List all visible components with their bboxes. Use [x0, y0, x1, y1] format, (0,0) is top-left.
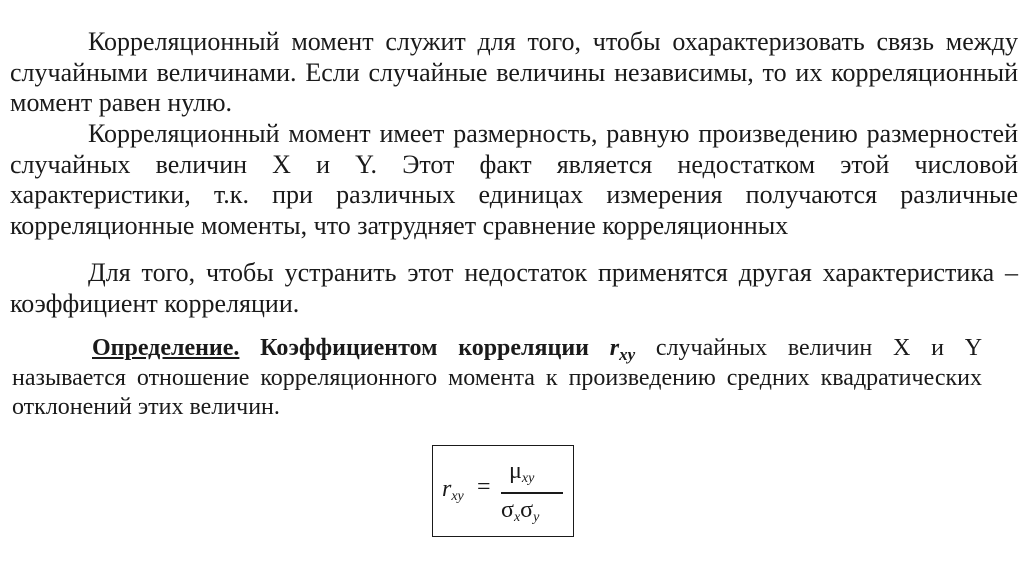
formula-fraction-bar [501, 492, 563, 494]
formula-equals-sign: = [477, 474, 491, 500]
definition-term: Коэффициентом корреляции [260, 335, 589, 361]
definition-block [12, 334, 982, 423]
formula-denominator [501, 497, 539, 524]
paragraph-correlation-moment-purpose: Корреляционный момент служит для того, чтобы охарактеризовать связь между случайными величинами. Если случайные величины независимы, то их корреляционный момент равен нулю. [10, 27, 1018, 117]
formula-box [432, 445, 574, 537]
definition-text: случайных величин X и Y называется отношение корреляционного момента к произведению средних квадратических отклонений этих величин. [12, 335, 983, 420]
paragraph-correlation-coefficient-intro: Для того, чтобы устранить этот недостаток применятся другая характеристика – коэффициент корреляции. [10, 258, 1018, 318]
definition-symbol [609, 335, 636, 364]
formula-numerator [509, 458, 534, 485]
formula-numerator-sub: xy [521, 471, 535, 486]
definition-symbol-base: r [609, 335, 620, 361]
formula-lhs [442, 476, 464, 503]
formula-lhs-base: r [442, 476, 452, 502]
formula-denominator-sigma-x-base: σ [501, 497, 514, 523]
definition-label: Определение. [92, 335, 240, 361]
formula-denominator-sigma-y-sub: y [533, 510, 540, 525]
formula-denominator-sigma-y-base: σ [520, 497, 534, 523]
formula-lhs-sub: xy [451, 489, 464, 504]
formula-numerator-base: μ [509, 458, 522, 484]
definition-symbol-sub: xy [619, 345, 636, 364]
formula-denominator-sigma-x-sub: x [513, 510, 521, 525]
paragraph-correlation-moment-dimension: Корреляционный момент имеет размерность, равную произведению размерностей случайных величин X и Y. Этот факт является недостатком этой числовой характеристики, т.к. при различных единицах измерения получаются различные корреляционные моменты, что затрудняет сравнение корреляционных [10, 119, 1018, 240]
